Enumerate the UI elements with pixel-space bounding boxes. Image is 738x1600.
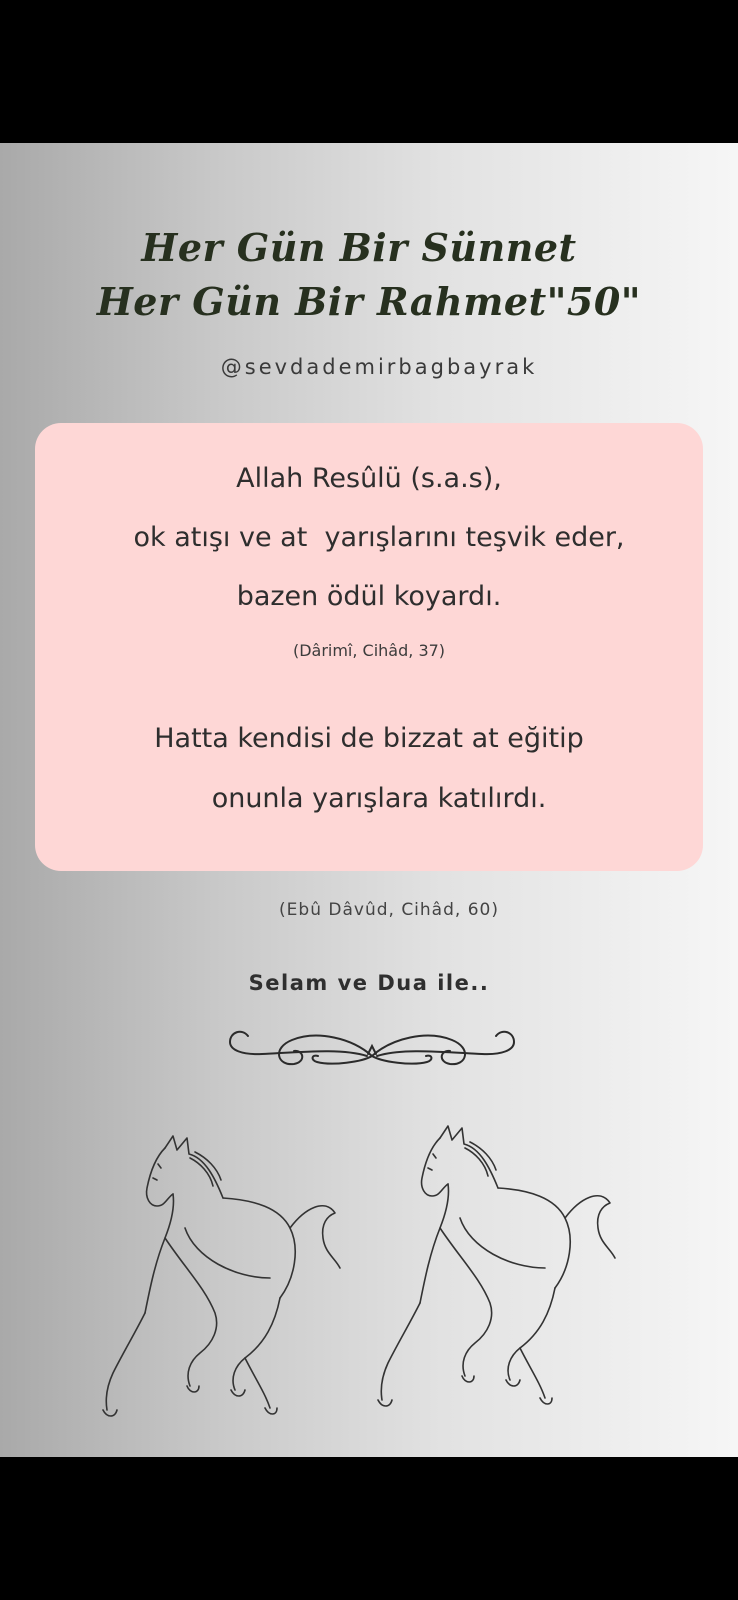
top-black-bar [0,0,738,143]
quote-card [35,423,703,871]
hadith-reference: (Ebû Dâvûd, Cihâd, 60) [279,900,499,920]
quote-line-3: bazen ödül koyardı. [236,581,502,612]
title-line-1: Her Gün Bir Sünnet [141,225,577,270]
poster-image [0,143,738,1457]
author-handle: @sevdademirbagbayrak [220,355,538,379]
galloping-horse-icon [95,1128,345,1428]
quote-line-4: Hatta kendisi de bizzat at eğitip [154,723,584,754]
bottom-black-bar [0,1457,738,1600]
flourish-divider-icon [222,1018,522,1078]
galloping-horse-icon [370,1118,620,1418]
greeting-text: Selam ve Dua ile.. [248,971,490,995]
quote-source: (Dârimî, Cihâd, 37) [292,641,446,660]
quote-line-5: onunla yarışlara katılırdı. [211,783,547,814]
title-line-2: Her Gün Bir Rahmet"50" [96,279,642,324]
quote-line-2: ok atışı ve at yarışlarını teşvik eder, [133,522,625,553]
quote-line-1: Allah Resûlü (s.a.s), [236,463,502,494]
